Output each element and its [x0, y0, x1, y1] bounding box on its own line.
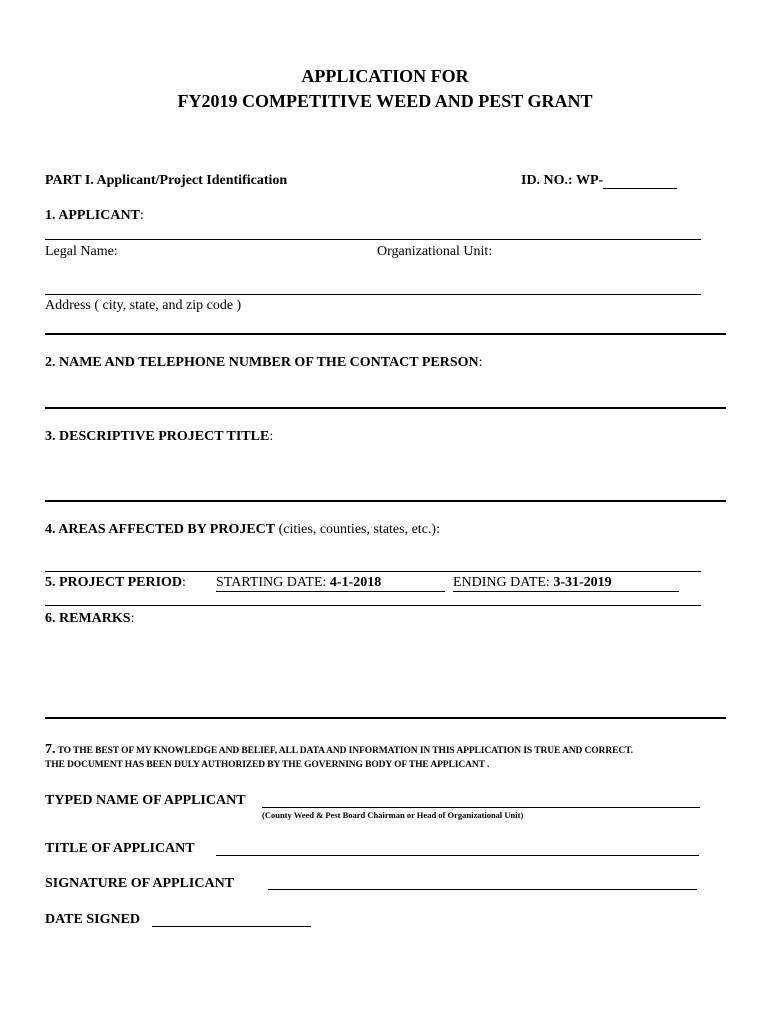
address-label: Address ( city, state, and zip code ): [45, 298, 242, 313]
remarks-line[interactable]: [45, 717, 726, 719]
end-date-label: ENDING DATE:: [453, 575, 554, 590]
form-title-line2: FY2019 COMPETITIVE WEED AND PEST GRANT: [177, 91, 593, 111]
areas-line[interactable]: [45, 571, 701, 572]
project-title-line[interactable]: [45, 500, 726, 502]
org-unit-label: Organizational Unit:: [377, 244, 493, 259]
typed-name-note: (County Weed & Pest Board Chairman or Head of Organizational Unit): [262, 810, 524, 820]
applicant-heading-text: 1. APPLICANT: [45, 208, 140, 223]
period-heading-text: 5. PROJECT PERIOD: [45, 575, 183, 590]
applicant-heading: 1. APPLICANT:: [45, 208, 144, 223]
part1-label: PART I. Applicant/Project Identification: [45, 173, 288, 188]
contact-line[interactable]: [45, 407, 726, 409]
signature-field[interactable]: [268, 889, 697, 890]
typed-name-field[interactable]: [262, 807, 700, 808]
title-of-applicant-label: TITLE OF APPLICANT: [45, 841, 195, 856]
start-date-label: STARTING DATE:: [216, 575, 330, 590]
period-heading: 5. PROJECT PERIOD:: [45, 575, 186, 590]
id-number-label: [521, 173, 677, 189]
form-title-line1: APPLICATION FOR: [301, 66, 469, 86]
project-title-heading-text: 3. DESCRIPTIVE PROJECT TITLE: [45, 429, 270, 444]
remarks-heading-text: 6. REMARKS: [45, 611, 131, 626]
title-of-applicant-field[interactable]: [216, 855, 699, 856]
certification-line2: THE DOCUMENT HAS BEEN DULY AUTHORIZED BY THE GOVERNING BODY OF THE APPLICANT .: [45, 760, 490, 770]
contact-heading: 2. NAME AND TELEPHONE NUMBER OF THE CONTACT PERSON:: [45, 355, 483, 370]
remarks-heading: 6. REMARKS:: [45, 611, 135, 626]
date-signed-label: DATE SIGNED: [45, 912, 141, 927]
areas-note: (cities, counties, states, etc.):: [275, 522, 440, 537]
id-number-field[interactable]: [603, 174, 677, 189]
certification-line1: [45, 740, 633, 758]
certification-number: 7.: [45, 742, 56, 757]
certification-text-1: TO THE BEST OF MY KNOWLEDGE AND BELIEF, ALL DATA AND INFORMATION IN THIS APPLICATION IS TRUE AND CORRECT.: [55, 746, 633, 756]
start-date-value: 4-1-2018: [329, 575, 382, 590]
areas-heading: [45, 522, 440, 538]
project-title-heading: 3. DESCRIPTIVE PROJECT TITLE:: [45, 429, 274, 444]
start-date[interactable]: [216, 575, 445, 592]
end-date[interactable]: [453, 575, 679, 592]
signature-label: SIGNATURE OF APPLICANT: [45, 876, 235, 891]
section-divider: [45, 333, 726, 335]
applicant-name-line[interactable]: [45, 239, 701, 240]
areas-heading-text: 4. AREAS AFFECTED BY PROJECT: [45, 522, 276, 537]
end-date-value: 3-31-2019: [553, 575, 612, 590]
address-line[interactable]: [45, 294, 701, 295]
contact-heading-text: 2. NAME AND TELEPHONE NUMBER OF THE CONTACT PERSON: [45, 355, 479, 370]
typed-name-label: TYPED NAME OF APPLICANT: [45, 793, 246, 808]
legal-name-label: Legal Name:: [45, 244, 118, 259]
period-divider: [45, 605, 701, 606]
date-signed-field[interactable]: [152, 926, 311, 927]
id-number-text: ID. NO.: WP-: [521, 173, 604, 188]
